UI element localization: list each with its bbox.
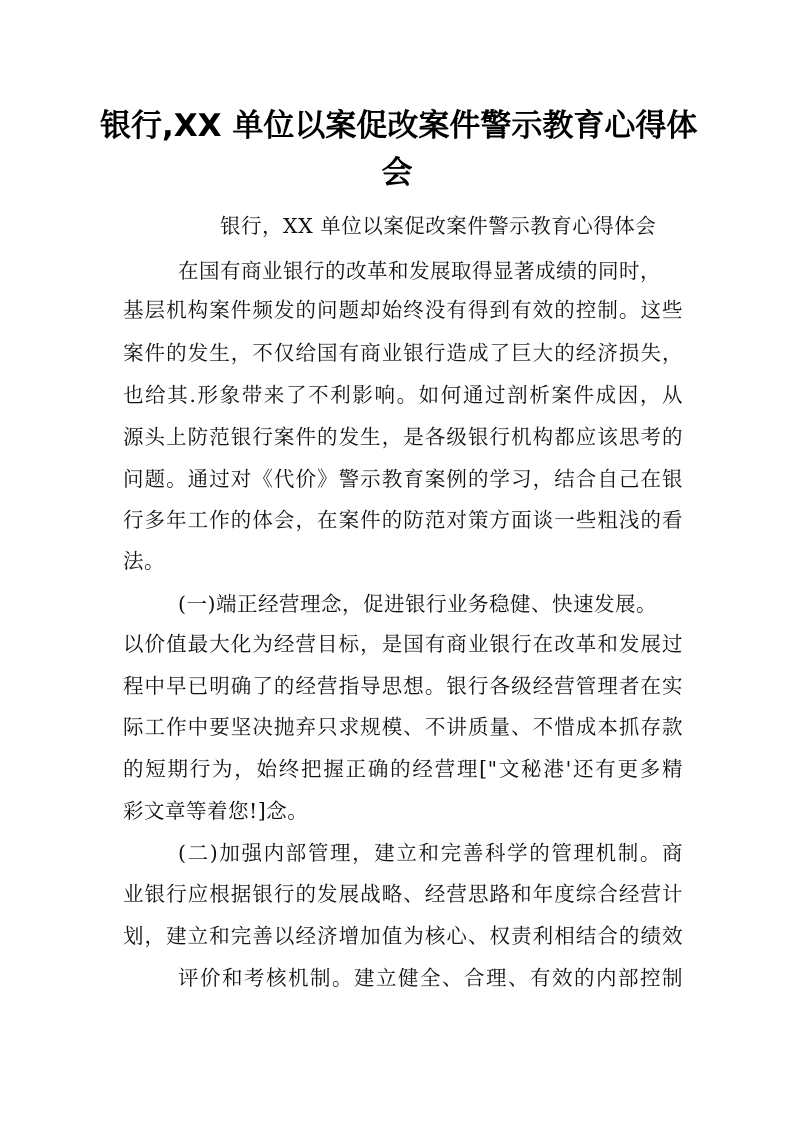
paragraph-line: 彩文章等着您!]念。 xyxy=(123,799,309,823)
paragraph-line: 案件的发生，不仅给国有商业银行造成了巨大的经济损失， xyxy=(123,341,683,365)
paragraph-line: 源头上防范银行案件的发生，是各级银行机构都应该思考的 xyxy=(123,425,683,449)
paragraph-line: 也给其.形象带来了不利影响。如何通过剖析案件成因，从 xyxy=(123,383,683,407)
paragraph-line: 评价和考核机制。建立健全、合理、有效的内部控制 xyxy=(178,966,683,990)
paragraph-line: 以价值最大化为经营目标，是国有商业银行在改革和发展过 xyxy=(123,632,683,656)
section-heading-2: (二)加强内部管理，建立和完善科学的管理机制。商 xyxy=(178,841,683,865)
paragraph-line: 的短期行为，始终把握正确的经营理["文秘港'还有更多精 xyxy=(123,757,683,781)
paragraph-line: 业银行应根据银行的发展战略、经营思路和年度综合经营计 xyxy=(123,882,683,906)
paragraph-line: 程中早已明确了的经营指导思想。银行各级经营管理者在实 xyxy=(123,674,683,698)
paragraph-line: 问题。通过对《代价》警示教育案例的学习，结合自己在银 xyxy=(123,467,683,491)
document-title-line-2: 会 xyxy=(381,155,413,191)
section-heading-1: (一)端正经营理念，促进银行业务稳健、快速发展。 xyxy=(178,592,657,616)
paragraph-line: 在国有商业银行的改革和发展取得显著成绩的同时， xyxy=(178,259,661,283)
document-subtitle: 银行，XX 单位以案促改案件警示教育心得体会 xyxy=(220,214,657,238)
document-title-line-1: 银行,XX 单位以案促改案件警示教育心得体 xyxy=(100,108,698,144)
paragraph-line: 际工作中要坚决抛弃只求规模、不讲质量、不惜成本抓存款 xyxy=(123,715,683,739)
paragraph-line: 法。 xyxy=(123,549,165,573)
paragraph-line: 基层机构案件频发的问题却始终没有得到有效的控制。这些 xyxy=(123,298,683,322)
paragraph-line: 划，建立和完善以经济增加值为核心、权责利相结合的绩效 xyxy=(123,924,683,948)
paragraph-line: 行多年工作的体会，在案件的防范对策方面谈一些粗浅的看 xyxy=(123,508,683,532)
